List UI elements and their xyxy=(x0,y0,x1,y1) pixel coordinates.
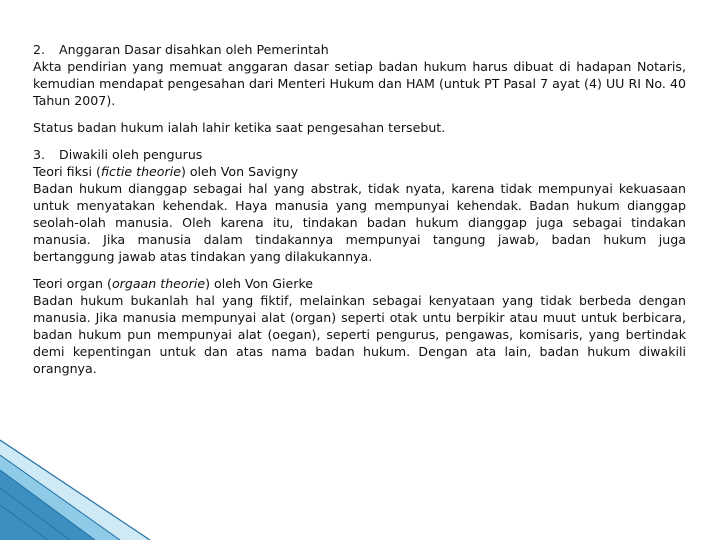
section-3 xyxy=(33,146,686,265)
section-3-heading-line xyxy=(33,146,686,163)
theory-fiksi-body: Badan hukum dianggap sebagai hal yang abstrak, tidak nyata, karena tidak mempunyai kekuasaan untuk menyatakan kehendak. Haya manusia yang mempunyai kehendak. Badan hukum dianggap seolah-olah manusia. Oleh karena itu, tindakan badan hukum dianggap juga sebagai tindakan manusia. Jika manusia dalam tindakannya mempunyai tangung jawab, badan hukum juga bertanggung jawab atas tindakan yang dilakukannya. xyxy=(33,181,686,264)
status-paragraph xyxy=(33,119,686,136)
section-2-body: Akta pendirian yang memuat anggaran dasar setiap badan hukum harus dibuat di hadapan Notaris, kemudian mendapat pengesahan dari Menteri Hukum dan HAM (untuk PT Pasal 7 ayat (4) UU RI No. 40 Tahun 2007). xyxy=(33,59,686,108)
status-text: Status badan hukum ialah lahir ketika saat pengesahan tersebut. xyxy=(33,120,446,135)
theory-organ-prefix: Teori organ ( xyxy=(33,276,112,291)
theory-organ-suffix: ) oleh Von Gierke xyxy=(205,276,314,291)
document-body xyxy=(33,41,686,387)
section-3-heading: Diwakili oleh pengurus xyxy=(59,147,203,162)
section-2-number: 2. xyxy=(33,42,46,57)
theory-organ xyxy=(33,275,686,377)
section-2-heading-line xyxy=(33,41,686,58)
section-2-heading: Anggaran Dasar disahkan oleh Pemerintah xyxy=(59,42,329,57)
deco-wedge-light xyxy=(0,440,150,540)
theory-fiksi-title xyxy=(33,163,686,180)
theory-fiksi-suffix: ) oleh Von Savigny xyxy=(180,164,299,179)
deco-line-5 xyxy=(0,505,48,540)
deco-line-2 xyxy=(0,455,120,540)
theory-organ-italic: orgaan theorie xyxy=(111,276,206,291)
deco-wedge-dark xyxy=(0,470,95,540)
deco-line-4 xyxy=(0,488,70,540)
theory-fiksi-italic: fictie theorie xyxy=(100,164,181,179)
section-3-number: 3. xyxy=(33,147,46,162)
theory-organ-body: Badan hukum bukanlah hal yang fiktif, melainkan sebagai kenyataan yang tidak berbeda dengan manusia. Jika manusia mempunyai alat (organ) seperti otak untu berpikir atau muut untuk berbicara, badan hukum pun mempunyai alat (oegan), seperti pengurus, pengawas, komisaris, yang bertindak demi kepentingan untuk dan atas nama badan hukum. Dengan ata lain, badan hukum diwakili orangnya. xyxy=(33,293,686,376)
section-2 xyxy=(33,41,686,109)
theory-organ-title xyxy=(33,275,686,292)
deco-line-1 xyxy=(0,440,150,540)
deco-wedge-mid xyxy=(0,455,120,540)
deco-line-3 xyxy=(0,470,95,540)
theory-fiksi-prefix: Teori fiksi ( xyxy=(33,164,101,179)
